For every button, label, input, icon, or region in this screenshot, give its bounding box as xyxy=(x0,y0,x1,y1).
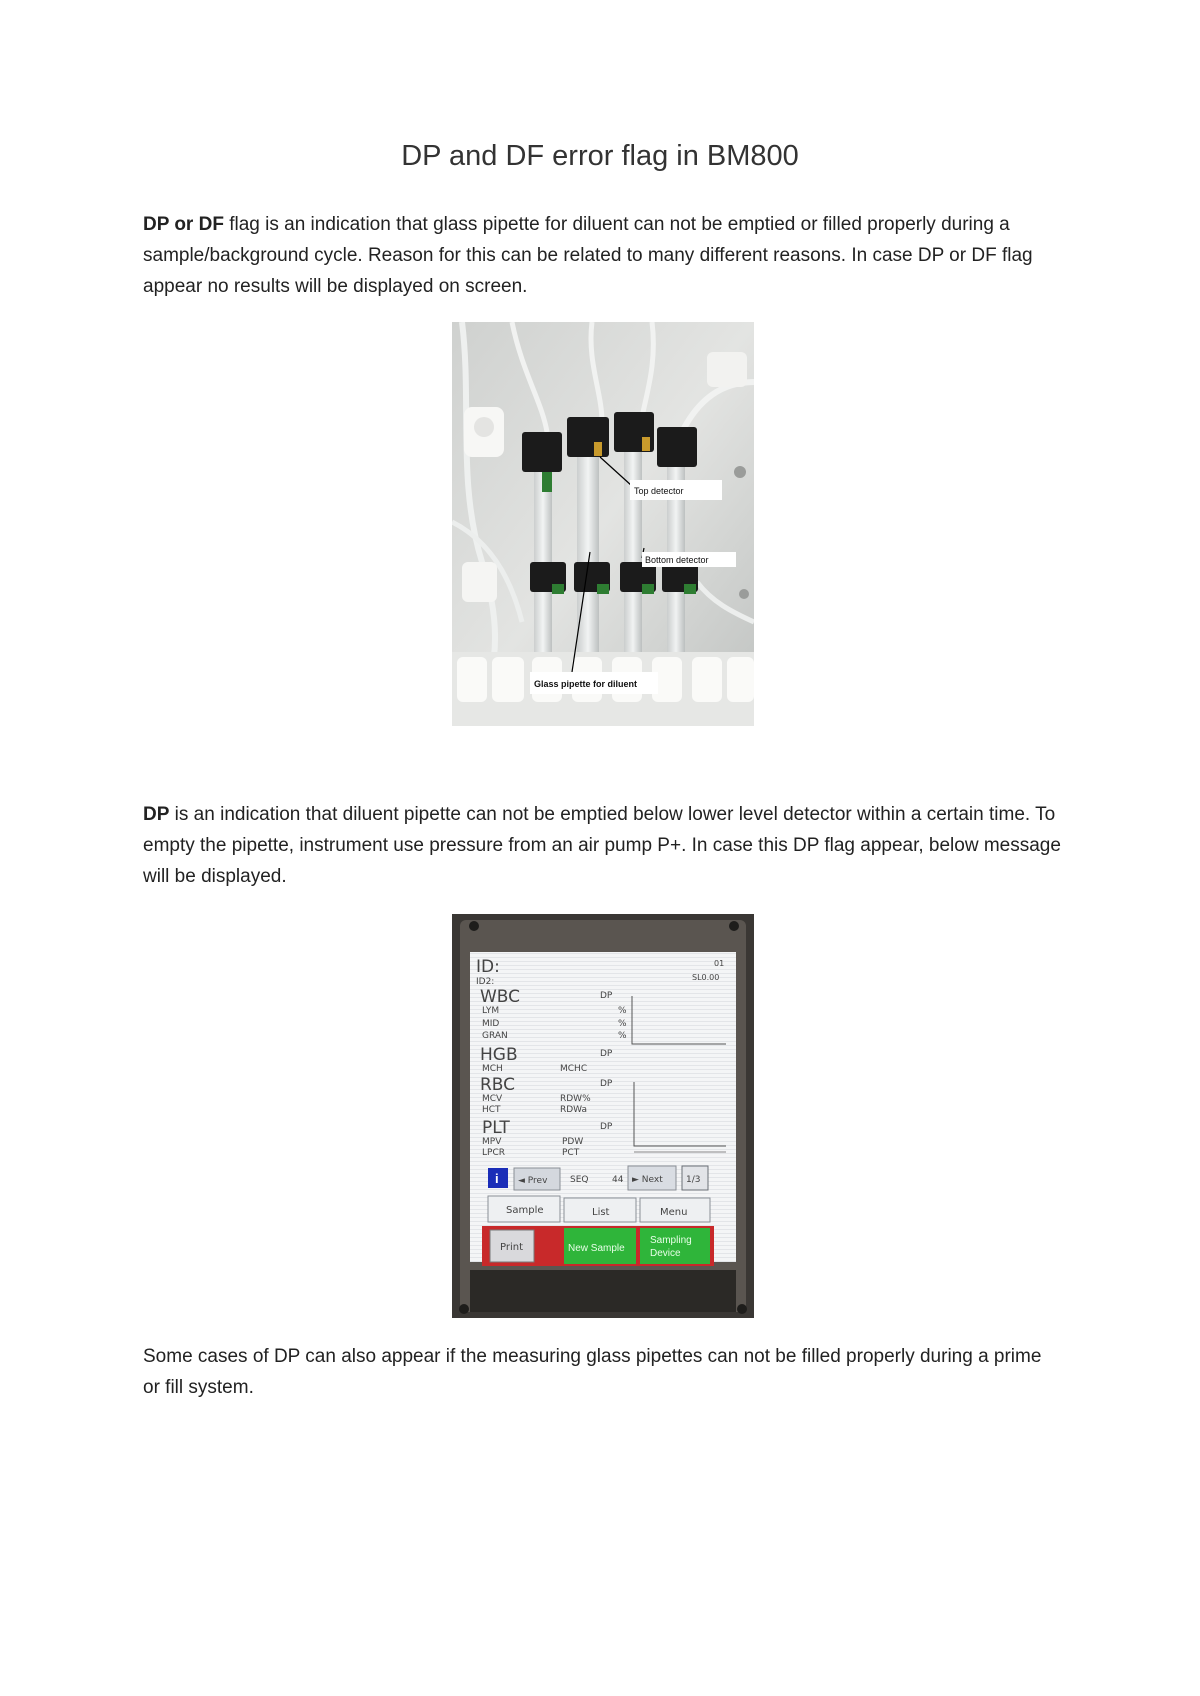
intro-paragraph xyxy=(143,209,1063,302)
screen-id2-label: ID2: xyxy=(476,977,495,987)
top-detector-label: Top detector xyxy=(634,486,684,496)
mpv-label: MPV xyxy=(482,1137,502,1147)
intro-text: flag is an indication that glass pipette for diluent can not be emptied or filled properly during a sample/background cycle. Reason for this can be related to many different reasons. In case DP or DF flag appear no results will be displayed on screen. xyxy=(143,214,1033,297)
mid-percent: % xyxy=(618,1019,627,1029)
screen-id-label: ID: xyxy=(476,957,500,977)
sampling-device-label-1: Sampling xyxy=(650,1235,692,1246)
rdwpct-label: RDW% xyxy=(560,1094,591,1104)
pct-label: PCT xyxy=(562,1148,580,1158)
print-button[interactable] xyxy=(490,1230,534,1262)
tab-sample[interactable] xyxy=(488,1196,560,1222)
rdwa-label: RDWa xyxy=(560,1105,588,1115)
plt-label: PLT xyxy=(482,1118,510,1138)
lpcr-label: LPCR xyxy=(482,1148,505,1158)
info-icon: i xyxy=(495,1171,499,1186)
tab-menu[interactable] xyxy=(640,1198,710,1222)
sampling-device-label-2: Device xyxy=(650,1248,681,1259)
intro-bold: DP or DF xyxy=(143,214,224,235)
rbc-label: RBC xyxy=(480,1075,516,1095)
dp-bold: DP xyxy=(143,804,170,825)
new-sample-button[interactable] xyxy=(564,1228,636,1264)
seq-label: SEQ xyxy=(570,1175,589,1185)
page-title: DP and DF error flag in BM800 xyxy=(401,140,799,172)
gran-label: GRAN xyxy=(482,1031,508,1041)
glass-pipette-label: Glass pipette for diluent xyxy=(534,679,638,689)
gran-percent: % xyxy=(618,1031,627,1041)
lym-percent: % xyxy=(618,1006,627,1016)
plt-flag: DP xyxy=(600,1122,613,1132)
dp-paragraph xyxy=(143,799,1063,892)
pdw-label: PDW xyxy=(562,1137,584,1147)
screen-corner-value: 01 xyxy=(714,959,725,968)
screen-corner-sub: SL0.00 xyxy=(692,973,720,982)
wbc-flag: DP xyxy=(600,991,613,1001)
dp-text: is an indication that diluent pipette can not be emptied below lower level detector within a certain time. To empty the pipette, instrument use pressure from an air pump P+. In case this DP flag appear, below message will be displayed. xyxy=(143,804,1061,887)
bottom-detector-label: Bottom detector xyxy=(645,555,709,565)
prev-button[interactable] xyxy=(514,1168,560,1190)
prev-label: ◄ Prev xyxy=(518,1176,548,1186)
seq-number: 44 xyxy=(612,1175,624,1185)
tab-list-label: List xyxy=(592,1207,610,1218)
next-button[interactable] xyxy=(628,1166,676,1190)
analyzer-screen-photo xyxy=(452,914,754,1318)
sampling-device-button[interactable] xyxy=(640,1228,710,1264)
new-sample-label: New Sample xyxy=(568,1243,625,1254)
info-button[interactable] xyxy=(488,1168,508,1188)
pipette-photo-drawing xyxy=(452,322,754,726)
tab-list[interactable] xyxy=(564,1198,636,1222)
page-indicator[interactable] xyxy=(682,1166,708,1190)
analyzer-screen-drawing xyxy=(452,914,754,1318)
tab-menu-label: Menu xyxy=(660,1207,688,1218)
page-indicator-label: 1/3 xyxy=(686,1175,701,1185)
hgb-label: HGB xyxy=(480,1045,518,1065)
closing-paragraph: Some cases of DP can also appear if the measuring glass pipettes can not be filled properly during a prime or fill system. xyxy=(143,1346,1042,1398)
rbc-flag: DP xyxy=(600,1079,613,1089)
hct-label: HCT xyxy=(482,1105,501,1115)
print-label: Print xyxy=(500,1242,524,1253)
mchc-label: MCHC xyxy=(560,1064,588,1074)
next-label: ► Next xyxy=(632,1175,663,1185)
tab-sample-label: Sample xyxy=(506,1205,544,1216)
hgb-flag: DP xyxy=(600,1049,613,1059)
mch-label: MCH xyxy=(482,1064,503,1074)
mcv-label: MCV xyxy=(482,1094,503,1104)
wbc-label: WBC xyxy=(480,987,521,1007)
pipette-photo xyxy=(452,322,754,726)
lym-label: LYM xyxy=(482,1006,500,1016)
mid-label: MID xyxy=(482,1019,500,1029)
